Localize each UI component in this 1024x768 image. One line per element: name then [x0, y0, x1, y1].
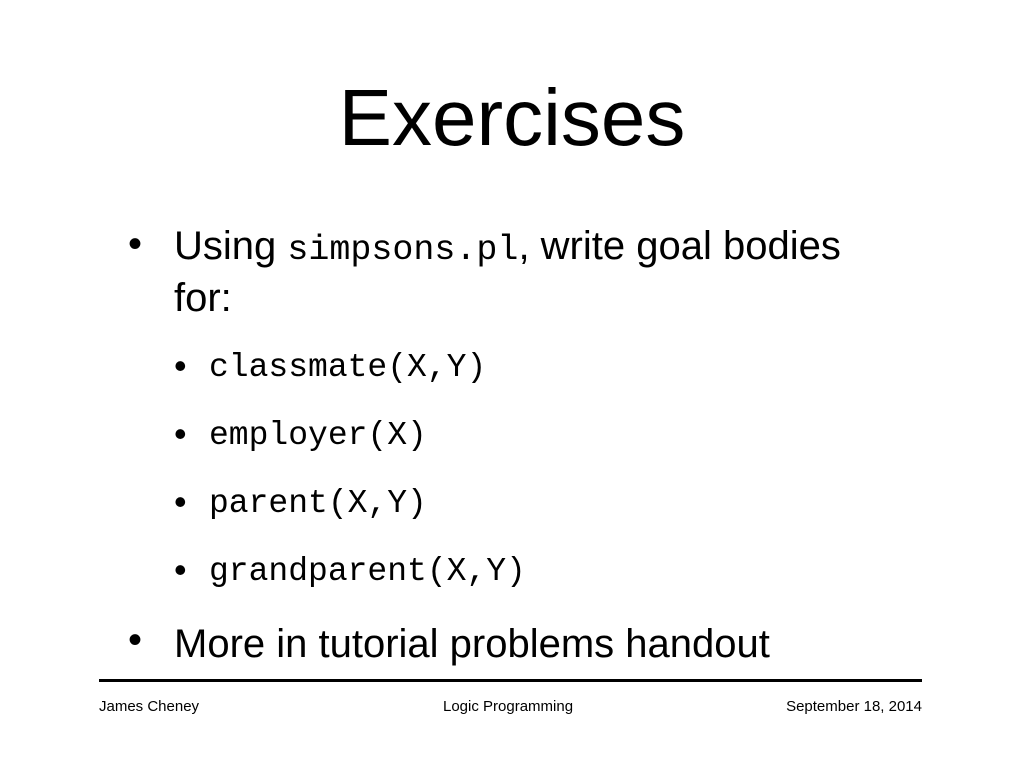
sub-bullet-icon: • [174, 413, 187, 454]
sub-bullet-item: classmate(X,Y) [209, 349, 487, 386]
footer-author: James Cheney [99, 698, 200, 715]
footer-course: Logic Programming [443, 698, 574, 715]
sub-bullet-icon: • [174, 345, 187, 386]
sub-bullet-icon: • [174, 549, 187, 590]
bullet-icon: • [128, 222, 143, 266]
sub-bullet-item: grandparent(X,Y) [209, 553, 526, 590]
bullet-text-suffix: , write goal bodies [518, 224, 841, 268]
footer-divider [99, 679, 922, 682]
bullet-item [174, 220, 841, 276]
slide-title: Exercises [338, 73, 686, 162]
bullet-text-prefix: Using [174, 224, 288, 268]
code-filename: simpsons.pl [287, 230, 519, 270]
bullet-icon: • [128, 618, 143, 662]
sub-bullet-item: parent(X,Y) [209, 485, 427, 522]
sub-bullet-icon: • [174, 481, 187, 522]
bullet-continuation: for: [174, 276, 232, 320]
footer-date: September 18, 2014 [786, 698, 922, 715]
bullet-item: More in tutorial problems handout [174, 622, 770, 666]
sub-bullet-item: employer(X) [209, 417, 427, 454]
